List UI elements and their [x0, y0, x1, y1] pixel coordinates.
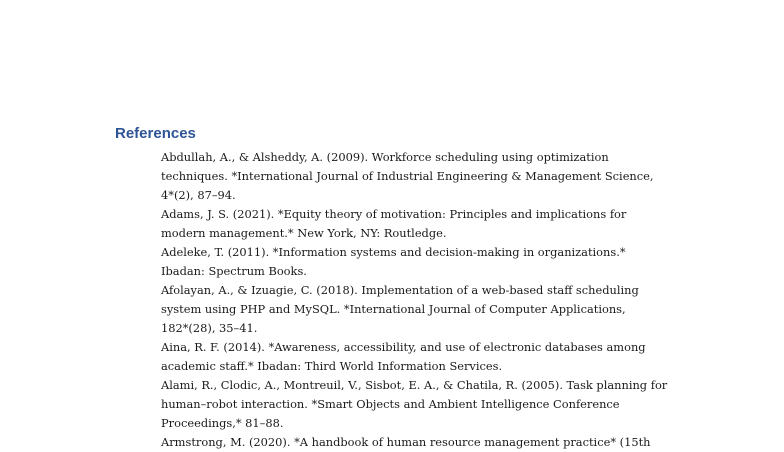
- reference-line: Abdullah, A., & Alsheddy, A. (2009). Workforce scheduling using optimization: [161, 150, 609, 164]
- reference-line: Adeleke, T. (2011). *Information systems and decision-making in organizations.*: [161, 245, 626, 259]
- reference-line: 182*(28), 35–41.: [161, 321, 258, 335]
- reference-line: human–robot interaction. *Smart Objects and Ambient Intelligence Conference: [161, 397, 620, 411]
- reference-entry: [161, 148, 681, 205]
- reference-entry: [161, 205, 681, 243]
- reference-line: academic staff.* Ibadan: Third World Information Services.: [161, 359, 503, 373]
- reference-line: 4*(2), 87–94.: [161, 188, 236, 202]
- reference-line: Ibadan: Spectrum Books.: [161, 264, 307, 278]
- reference-line: Proceedings,* 81–88.: [161, 416, 284, 430]
- reference-line: Afolayan, A., & Izuagie, C. (2018). Implementation of a web-based staff scheduling: [161, 283, 639, 297]
- reference-entry: [161, 376, 681, 433]
- reference-line: Armstrong, M. (2020). *A handbook of human resource management practice* (15th: [161, 435, 651, 449]
- reference-line: system using PHP and MySQL. *International Journal of Computer Applications,: [161, 302, 626, 316]
- reference-line: modern management.* New York, NY: Routledge.: [161, 226, 447, 240]
- reference-line: Aina, R. F. (2014). *Awareness, accessibility, and use of electronic databases among: [161, 340, 646, 354]
- reference-entry: [161, 338, 681, 376]
- references-heading: References: [115, 125, 196, 142]
- reference-entry: [161, 243, 681, 281]
- reference-line: Adams, J. S. (2021). *Equity theory of motivation: Principles and implications for: [161, 207, 627, 221]
- reference-list: [161, 148, 681, 452]
- reference-line: Alami, R., Clodic, A., Montreuil, V., Sisbot, E. A., & Chatila, R. (2005). Task planning for: [161, 378, 668, 392]
- reference-entry: [161, 433, 681, 452]
- reference-line: techniques. *International Journal of Industrial Engineering & Management Science,: [161, 169, 654, 183]
- reference-entry: [161, 281, 681, 338]
